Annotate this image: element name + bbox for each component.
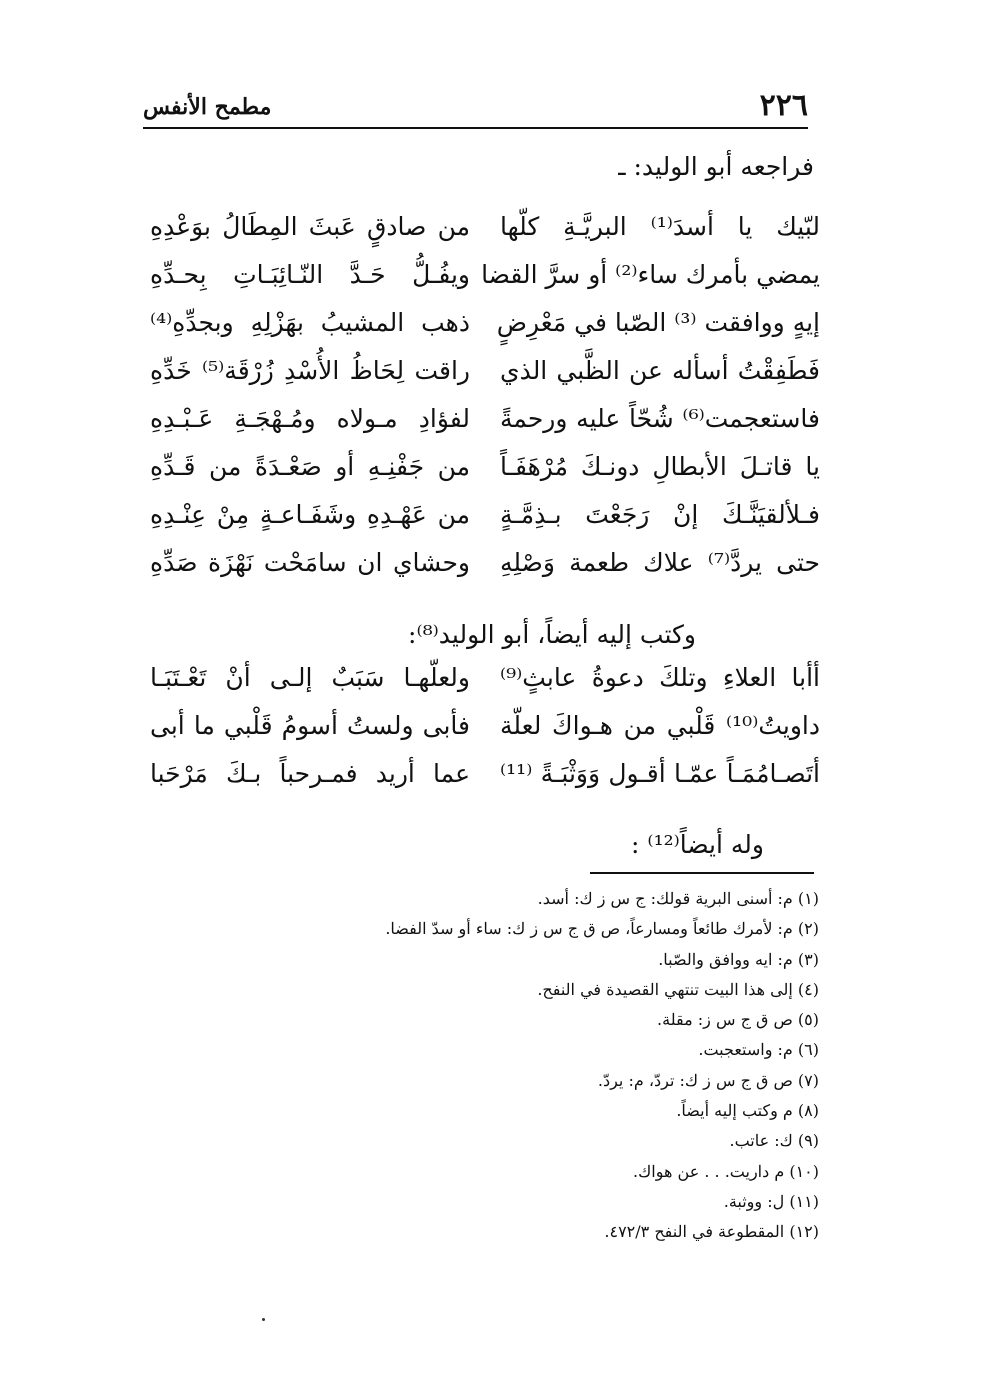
verse: [150, 404, 820, 452]
verse: [150, 452, 820, 500]
footnote: (٨) م وكتب إليه أيضاً.: [676, 1101, 819, 1121]
verse-second-hemistich: وحشاي ان سامَحْت نَهْزَة صَدِّهِ: [150, 548, 470, 577]
intro-line: فراجعه أبو الوليد: ـ: [618, 152, 814, 181]
page-speck: [262, 1318, 265, 1321]
verse: [150, 759, 820, 807]
footnote-rule: [590, 872, 814, 874]
verse-first-hemistich: أتَصـامُمَـاً عمّـا أقـول وَوَثْبَـةً ⁽¹¹⁾: [500, 759, 820, 788]
page-header: [143, 88, 808, 128]
verse-first-hemistich: فَطَفِقْتُ أسأله عن الظَّبي الذي: [500, 356, 820, 385]
header-rule: [143, 127, 808, 129]
verse-first-hemistich: أأبا العلاءِ وتلكَ دعوةُ عابثٍ⁽⁹⁾: [500, 663, 820, 692]
verse-second-hemistich: من جَفْنِـهِ أو صَعْـدَةً من قَـدِّهِ: [150, 452, 470, 481]
footnote: (٣) م: ايه ووافق والصّبا.: [658, 949, 819, 969]
verse: [150, 663, 820, 711]
verse-first-hemistich: لبّيك يا أسدَ⁽¹⁾ البريَّـةِ كلّها: [500, 212, 820, 241]
verse-second-hemistich: ذهب المشيبُ بهَزْلِهِ وبجدِّهِ⁽⁴⁾: [150, 308, 470, 337]
footnote: (٦) م: واستعجبت.: [698, 1040, 819, 1060]
verse-second-hemistich: راقت لِحَاظُ الأُسْدِ زُرْقَة⁽⁵⁾ خَدِّهِ: [150, 356, 470, 385]
verse-second-hemistich: فأبى ولستُ أسومُ قَلْبي ما أبى: [150, 711, 470, 740]
verse: [150, 356, 820, 404]
verse: [150, 308, 820, 356]
second-intro-line: وكتب إليه أيضاً، أبو الوليد⁽⁸⁾:: [408, 620, 696, 649]
verse-second-hemistich: من صادقٍ عَبثَ المِطَالُ بوَعْدِهِ: [150, 212, 470, 241]
footnote: (١١) ل: ووثبة.: [723, 1191, 819, 1211]
poem-first: [150, 212, 820, 596]
page-number: ٢٢٦: [759, 88, 808, 123]
footnote: (١٢) المقطوعة في النفح ٤٧٢/٣.: [604, 1222, 819, 1242]
running-title: مطمح الأنفس: [143, 94, 272, 120]
footnote: (٥) ص ق ج س ز: مقلة.: [657, 1010, 819, 1030]
verse-first-hemistich: يمضي بأمرك ساء⁽²⁾ أو سرَّ القضا: [481, 260, 820, 289]
verse-second-hemistich: لفؤادِ مـولاه ومُـهْجَـةِ عَـبْـدِهِ: [150, 404, 470, 433]
poem-second: [150, 663, 820, 807]
verse-second-hemistich: عما أريد فمـرحباً بـكَ مَرْحَبا: [150, 759, 470, 788]
verse-second-hemistich: من عَهْـدِهِ وشَفَـاعـةٍ مِنْ عِنْـدِهِ: [150, 500, 470, 529]
verse: [150, 212, 820, 260]
verse-second-hemistich: ويفُـلُّ حَـدَّ النّـائِبَـاتِ بِحـدِّهِ: [150, 260, 470, 289]
footnote: (٧) ص ق ج س ز ك: تردّ، م: يردّ.: [597, 1070, 819, 1090]
footnote: (٩) ك: عاتب.: [729, 1131, 819, 1151]
verse: [150, 711, 820, 759]
footnotes: [199, 884, 819, 1248]
verse-first-hemistich: داويتُ⁽¹⁰⁾ قَلْبي من هـواكَ لعلّة: [500, 711, 820, 740]
verse: [150, 548, 820, 596]
verse: [150, 260, 820, 308]
footnote: (٤) إلى هذا البيت تنتهي القصيدة في النفح.: [537, 979, 819, 999]
footnote: (١٠) م داريت. . . عن هواك.: [633, 1161, 819, 1181]
verse-first-hemistich: إيهٍ ووافقت ⁽³⁾ الصّبا في مَعْرِضٍ: [496, 308, 820, 337]
verse-first-hemistich: يا قاتـلَ الأبطالِ دونـكَ مُرْهَفَـاً: [500, 452, 820, 481]
footnote: (١) م: أسنى البرية قولك: ج س ز ك: أسد.: [537, 889, 819, 908]
verse-second-hemistich: ولعلّهـا سَبَبٌ إلـى أنْ تَعْـتَبَـا: [150, 663, 470, 692]
verse-first-hemistich: فـلألقيَنَّـكَ إنْ رَجَعْتَ بـذِمَّـةٍ: [500, 500, 820, 529]
verse: [150, 500, 820, 548]
footnote: (٢) م: لأمرك طائعاً ومسارعاً، ص ق ج س ز ك: ساء أو سدّ الفضا.: [385, 919, 819, 939]
third-intro-line: وله أيضاً⁽¹²⁾ :: [631, 830, 764, 859]
verse-first-hemistich: حتى يردَّ⁽⁷⁾ علاك طعمة وَصْلِهِ: [500, 548, 820, 577]
verse-first-hemistich: فاستعجمت⁽⁶⁾ شُحّاً عليه ورحمةً: [500, 404, 820, 433]
